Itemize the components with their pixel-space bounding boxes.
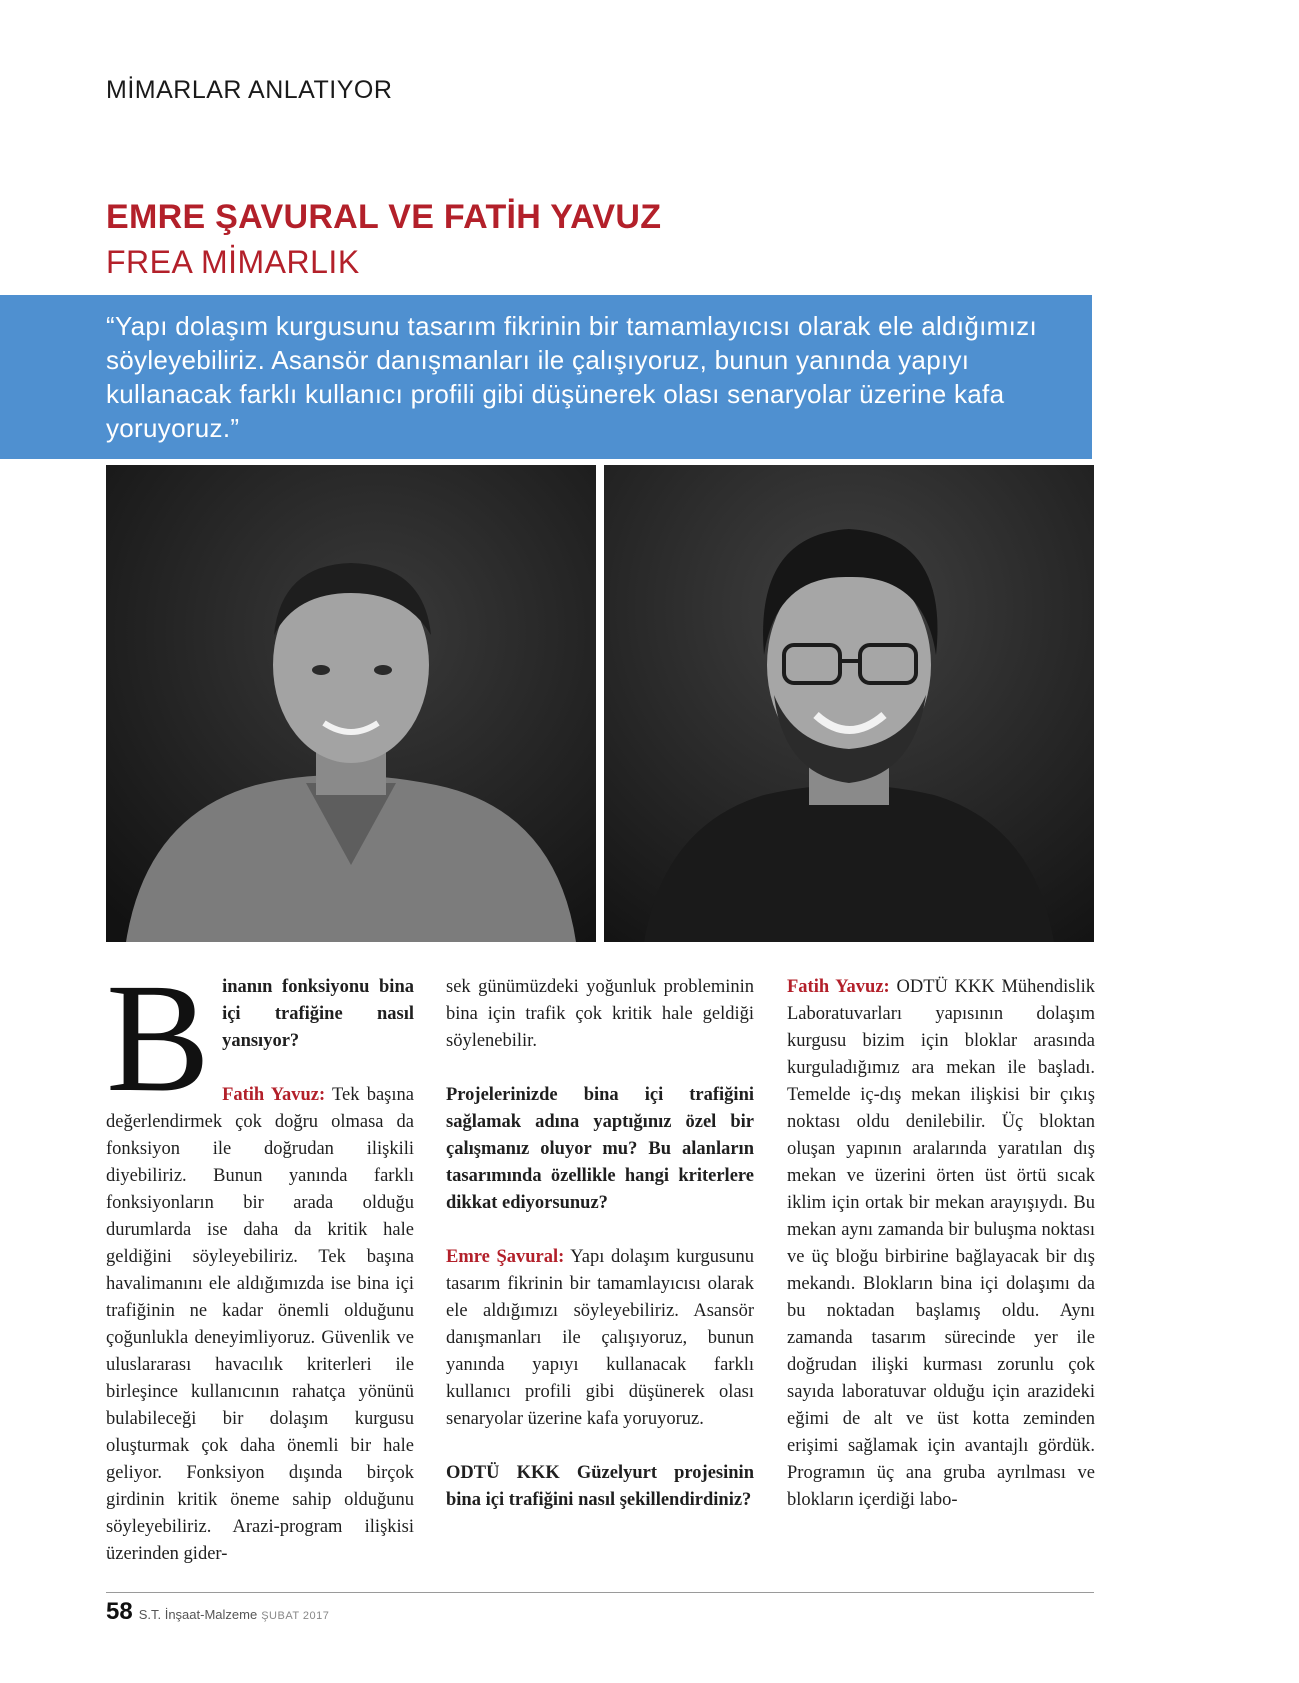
question-1: inanın fonksiyonu bina içi trafiğine nasıl yansıyor? (222, 977, 414, 1051)
pull-quote-text: “Yapı dolaşım kurgusunu tasarım fikrinin bir tamamlayıcısı olarak ele aldığımızı söyleyebiliriz. Asansör danışmanları ile çalışıyoruz, bunun yanında yapıyı kullanacak farklı kullanıcı profili gibi düşünerek olası senaryolar üzerine kafa yoruyoruz.” (106, 311, 1037, 443)
portrait-photo-right (604, 465, 1094, 942)
footer-divider (106, 1592, 1094, 1593)
article-subtitle: FREA MİMARLIK (106, 244, 360, 280)
question-3: ODTÜ KKK Güzelyurt projesinin bina içi trafiğini nasıl şekillendirdiniz? (446, 1463, 754, 1510)
article-column-1 (106, 951, 414, 1568)
page-footer (106, 1598, 329, 1626)
answer-2 (446, 1244, 754, 1433)
speaker-name: Fatih Yavuz: (787, 977, 890, 997)
answer-3 (787, 974, 1095, 1514)
magazine-name: S.T. İnşaat-Malzeme (138, 1607, 258, 1622)
question-2: Projelerinizde bina içi trafiğini sağlamak adına yaptığınız özel bir çalışmanız oluyor mu? Bu alanların tasarımında özellikle hangi kriterlere dikkat ediyorsunuz? (446, 1085, 754, 1213)
section-label: MİMARLAR ANLATIYOR (106, 76, 393, 104)
portrait-left-image (106, 465, 596, 942)
answer-1-continued: sek günümüzdeki yoğunluk probleminin bina için trafik çok kritik hale geldiği söylenebilir. (446, 977, 754, 1051)
portrait-photo-left (106, 465, 596, 942)
answer-2-text: Yapı dolaşım kurgusunu tasarım fikrinin bir tamamlayıcısı olarak ele aldığımızı söyleyebiliriz. Asansör danışmanları ile çalışıyoruz, bunun yanında yapıyı kullanacak farklı kullanıcı profili gibi düşünerek olası senaryolar üzerine kafa yoruyoruz. (446, 1247, 754, 1429)
portrait-right-image (604, 465, 1094, 942)
article-column-3 (787, 974, 1095, 1514)
issue-date: ŞUBAT 2017 (261, 1610, 330, 1622)
answer-1-text: Tek başına değerlendirmek çok doğru olmasa da fonksiyon ile doğrudan ilişkili diyebiliriz. Bunun yanında farklı fonksiyonların bir arada olduğu durumlarda ise daha da kritik hale geldiğini söyleyebiliriz. Tek başına havalimanını ele aldığımızda ise bina içi trafiğinin ne kadar önemli olduğunu çoğunlukla deneyimliyoruz. Güvenlik ve uluslararası havacılık kriterleri ile birleşince kullanıcının rahatça yönünü bulabileceği bir dolaşım kurgusu oluşturmak çok daha önemli bir hale geliyor. Fonksiyon dışında birçok girdinin kritik öneme sahip olduğunu söyleyebiliriz. Arazi-program ilişkisi üzerinden gider- (106, 1085, 414, 1564)
answer-3-text: ODTÜ KKK Mühendislik Laboratuvarları yapısının dolaşım kurgusu bizim için bloklar arasında kurguladığımız ara mekan ile başladı. Temelde iç-dış mekan ilişkisi bir çıkış noktası oldu denilebilir. Üç bloktan oluşan yapının aralarında yaratılan dış mekan ve üzerini örten üst örtü sıcak iklim için ortak bir mekan arayışıydı. Bu mekan aynı zamanda bir buluşma noktası ve üç bloğu birbirine bağlayacak bir dış mekandı. Blokların bina içi dolaşımı da bu noktadan başlamış oldu. Aynı zamanda tasarım sürecinde yer ile doğrudan ilişki kurması zorunlu çok sayıda laboratuvar olduğu için arazideki eğimi de alt ve üst kotta zeminden erişimi sağlamak için avantajlı gördük. Programın üç ana gruba ayrılması ve blokların içerdiği labo- (787, 977, 1095, 1510)
speaker-name: Emre Şavural: (446, 1247, 565, 1267)
article-column-2 (446, 974, 754, 1514)
drop-cap: B (106, 951, 211, 1124)
speaker-name: Fatih Yavuz: (222, 1085, 326, 1105)
page-number: 58 (106, 1598, 133, 1625)
answer-1 (106, 1082, 414, 1568)
article-title: EMRE ŞAVURAL VE FATİH YAVUZ (106, 198, 662, 236)
pull-quote-box (0, 295, 1092, 459)
